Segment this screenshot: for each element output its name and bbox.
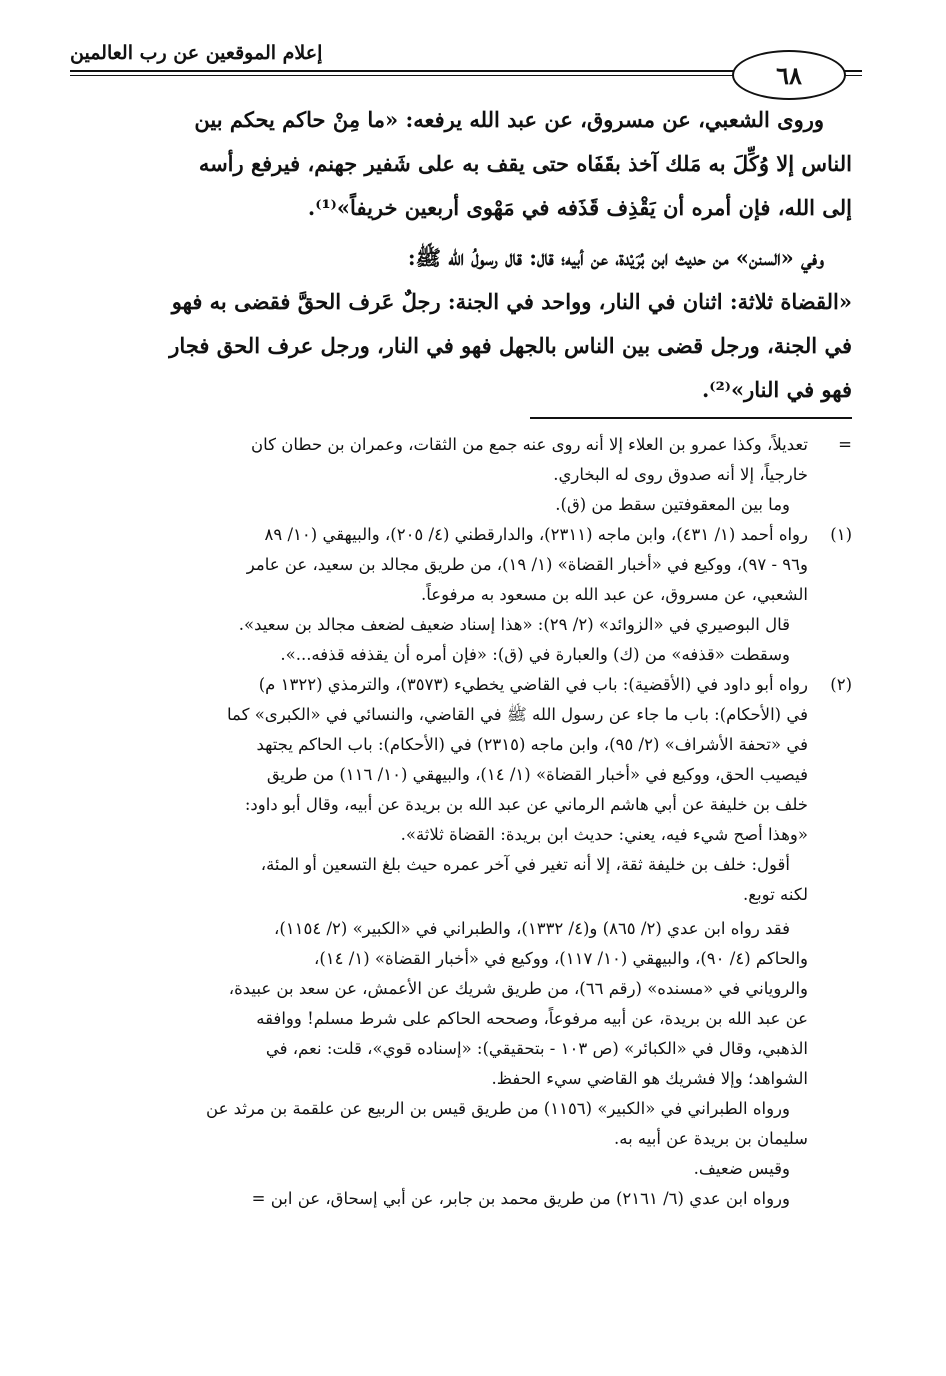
footnote-line: في (الأحكام): باب ما جاء عن رسول الله ﷺ في القاضي، والنسائي في «الكبرى» كما: [227, 705, 808, 724]
text-line: إلى الله، فإن أمره أن يَقْذِف قَذَفه في مَهْوى أربعين خريفاً»⁽¹⁾.: [307, 195, 852, 220]
footnote-line: فيصيب الحق، ووكيع في «أخبار القضاة» (١/ ١٤)، والبيهقي (١٠/ ١١٦) من طريق: [266, 765, 808, 784]
footnote-line: وما بين المعقوفتين سقط من (ق).: [555, 495, 790, 514]
text-line: الناس إلا وُكِّلَ به مَلك آخذ بقَفَاه حتى يقف به على شَفير جهنم، فيرفع رأسه: [198, 151, 852, 176]
footnote-number: (٢): [830, 675, 852, 694]
footnote-line: الشواهد؛ وإلا فشريك هو القاضي سيء الحفظ.: [491, 1069, 808, 1088]
text-line: في الجنة، ورجل قضى بين الناس بالجهل فهو في النار، ورجل عرف الحق فجار: [169, 333, 852, 358]
footnote-line: وقيس ضعيف.: [693, 1159, 790, 1178]
footnote-line: وسقطت «قذفه» من (ك) والعبارة في (ق): «فإن أمره أن يقذفه قذفه...».: [280, 645, 790, 664]
footnote-continuation: [78, 430, 852, 520]
footnote-line: في «تحفة الأشراف» (٢/ ٩٥)، وابن ماجه (٢٣١٥) في (الأحكام): باب الحاكم يجتهد: [256, 735, 808, 754]
footnote-1: [78, 520, 852, 670]
footnote-line: رواه أحمد (١/ ٤٣١)، وابن ماجه (٢٣١١)، والدارقطني (٤/ ٢٠٥)، والبيهقي (١٠/ ٨٩: [264, 525, 808, 544]
footnote-line: سليمان بن بريدة عن أبيه به.: [613, 1129, 808, 1148]
footnote-line: ورواه الطبراني في «الكبير» (١١٥٦) من طريق قيس بن الربيع عن علقمة بن مرثد عن: [206, 1099, 790, 1118]
text-line: فهو في النار»⁽²⁾.: [701, 377, 852, 402]
text-line: «القضاة ثلاثة: اثنان في النار، وواحد في الجنة: رجلٌ عَرف الحقَّ فقضى به فهو: [171, 289, 852, 314]
footnotes: [78, 430, 852, 1214]
footnote-line: والحاكم (٤/ ٩٠)، والبيهقي (١٠/ ١١٧)، ووكيع في «أخبار القضاة» (١/ ١٤)،: [314, 949, 808, 968]
footnote-line: ورواه ابن عدي (٦/ ٢١٦١) من طريق محمد بن جابر، عن أبي إسحاق، عن ابن =: [251, 1189, 790, 1208]
main-text: [78, 98, 852, 418]
footnote-line: و٩٦ - ٩٧)، ووكيع في «أخبار القضاة» (١/ ١٩)، من طريق مجالد بن سعيد، عن عامر: [246, 555, 808, 574]
paragraph-2: [78, 236, 852, 412]
footnote-line: فقد رواه ابن عدي (٢/ ٨٦٥) و(٤/ ١٣٣٢)، والطبراني في «الكبير» (٢/ ١١٥٤)،: [274, 919, 790, 938]
running-header: [70, 28, 862, 92]
footnote-line: «وهذا أصح شيء فيه، يعني: حديث ابن بريدة: القضاة ثلاثة».: [400, 825, 808, 844]
footnote-line: والروياني في «مسنده» (رقم ٦٦)، من طريق شريك عن الأعمش، عن سعد بن عبيدة،: [228, 979, 808, 998]
footnote-line: تعديلاً، وكذا عمرو بن العلاء إلا أنه روى عنه جمع من الثقات، وعمران بن حطان كان: [251, 435, 808, 454]
page-number: ٦٨: [732, 50, 846, 100]
text-line: وفي «السنن» من حديث ابن بُرَيْدة، عن أبيه؛ قال: قال رسولُ الله ﷺ:: [407, 245, 824, 270]
footnote-line: أقول: خلف بن خليفة ثقة، إلا أنه تغير في آخر عمره حيث بلغ التسعين أو المئة،: [260, 855, 790, 874]
footnote-line: قال البوصيري في «الزوائد» (٢/ ٢٩): «هذا إسناد ضعيف لضعف مجالد بن سعيد».: [238, 615, 790, 634]
footnote-2: [78, 670, 852, 1214]
footnote-line: خلف بن خليفة عن أبي هاشم الرماني عن عبد الله بن بريدة عن أبيه، وقال أبو داود:: [244, 795, 808, 814]
paragraph-1: [78, 98, 852, 230]
footnote-line: الشعبي، عن مسروق، عن عبد الله بن مسعود به مرفوعاً.: [421, 585, 808, 604]
footnote-number: (١): [830, 525, 852, 544]
continuation-marker: =: [838, 435, 852, 454]
footnote-line: رواه أبو داود في (الأقضية): باب في القاضي يخطيء (٣٥٧٣)، والترمذي (١٣٢٢ م): [258, 675, 808, 694]
footnote-line: عن عبد الله بن بريدة، عن أبيه مرفوعاً، وصححه الحاكم على شرط مسلم! ووافقه: [256, 1009, 808, 1028]
footnote-line: خارجياً، إلا أنه صدوق روى له البخاري.: [553, 465, 808, 484]
footnote-line: لكنه توبع.: [743, 885, 808, 904]
footnote-separator: [530, 417, 852, 419]
text-line: وروى الشعبي، عن مسروق، عن عبد الله يرفعه: «ما مِنْ حاكم يحكم بين: [194, 107, 824, 132]
book-title: إعلام الموقعين عن رب العالمين: [70, 42, 323, 64]
footnote-line: الذهبي، وقال في «الكبائر» (ص ١٠٣ - بتحقيقي): «إسناده قوي»، قلت: نعم، في: [265, 1039, 808, 1058]
